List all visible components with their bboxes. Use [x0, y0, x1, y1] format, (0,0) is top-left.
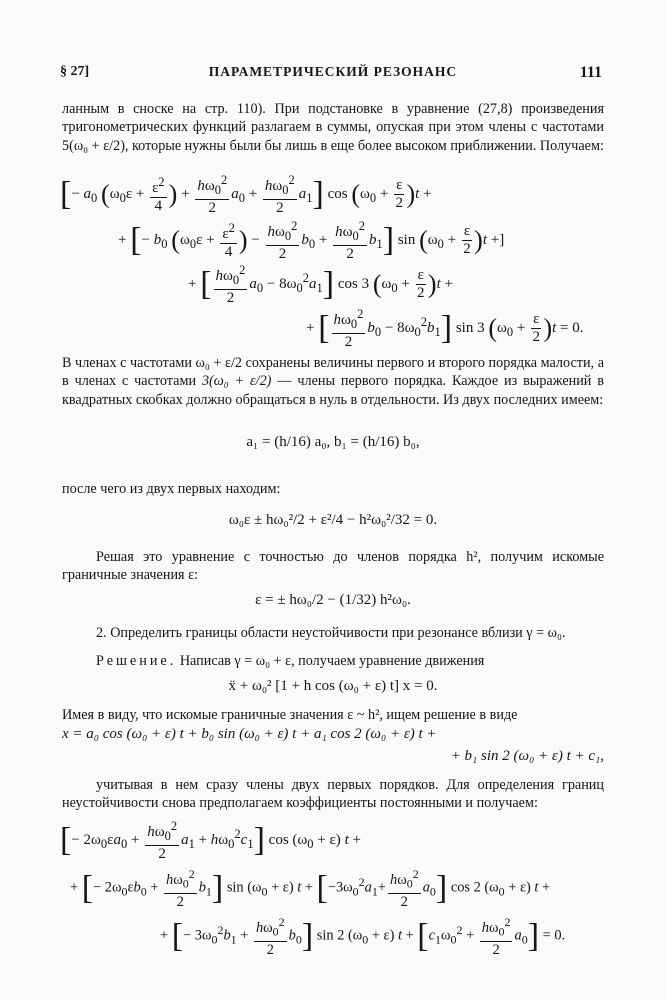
paragraph-3: после чего из двух первых находим:: [62, 481, 281, 497]
paragraph-8: учитывая в нем сразу члены двух первых порядков. Для определения границ неустойчивости снова предполагаем коэффициенты постоянными и получаем:: [62, 777, 604, 812]
equation-expansion-line-3: + [ $\frac{h\omega_0^2}{2}$ $a_0 - 8\omega_0^2a_1$] cos 3 ($\omega_0$ + $\frac{\varepsilon}{2}$ )t +: [188, 263, 453, 306]
equation-coefficients: a₁ = (h/16) a₀, b₁ = (h/16) b₀,: [246, 434, 420, 450]
equation-expansion-line-4: + [ $\frac{h\omega_0^2}{2}$ $b_0 - 8\omega_0^2b_1$] sin 3 ($\omega_0$ + $\frac{\varepsilon}{2}$ )t = 0.: [306, 307, 584, 350]
equation-expansion-line-2: + [− $b_0$ ($\omega_0\varepsilon$ + $\frac{\varepsilon^2}{4}$ ) − $\frac{h\omega_0^2}{2}$ $b_0$ + $\frac{h\omega_0^2}{2}$ $b_1$] $\sin (\omega_0$ + $\frac{\varepsilon}{2}$ )t +]: [118, 219, 505, 262]
paragraph-5: 2. Определить границы области неустойчивости при резонансе вблизи γ = ω₀.: [96, 625, 566, 641]
equation-solution-form-1: x = a₀ cos (ω₀ + ε) t + b₀ sin (ω₀ + ε) t + a₁ cos 2 (ω₀ + ε) t +: [62, 726, 437, 742]
equation-solution-form-2: + b₁ sin 2 (ω₀ + ε) t + c₁,: [450, 748, 604, 764]
inline-frequency: 3(ω₀ + ε/2): [201, 373, 272, 390]
paragraph-2-start: В членах с частотами ω₀ + ε/2 сохранены величины первого и второго порядка малости, а в членах с частотами: [62, 355, 604, 390]
paragraph-6: [62, 652, 604, 670]
solution-text: Написав γ = ω₀ + ε, получаем уравнение движения: [179, 653, 485, 669]
equation-final-line-2: + [− $2\omega_0\varepsilon b_0$ + $\frac{h\omega_0^2}{2}$ $b_1$] $\sin (\omega_0 + \varepsilon) t + [-3\omega_0^2a_1+$ $\frac{h\omega_0^2}{2}$ $a_0$] cos 2 $(\omega_0 + \varepsilon) t$ +: [70, 867, 551, 910]
page-number: 111: [579, 64, 602, 81]
paragraph-1: ланным в сноске на стр. 110). При подстановке в уравнение (27,8) произведения тригонометрических функций разлагаем в суммы, опуская при этом члены с частотами 5(ω₀ + ε/2), которые нужны были бы лишь в еще более высоком приближении. Получаем:: [62, 101, 604, 154]
equation-motion: ẍ + ω₀² [1 + h cos (ω₀ + ε) t] x = 0.: [228, 678, 438, 694]
section-number: § 27]: [60, 64, 90, 79]
equation-expansion-line-1: [− $a_0$ ($\omega_0\varepsilon$ + $\frac{\varepsilon^2}{4}$ ) + $\frac{h\omega_0^2}{2}$ $a_0$ + $\frac{h\omega_0^2}{2}$ $a_1$] $\cos (\omega_0$ + $\frac{\varepsilon}{2}$ )t +: [60, 173, 432, 216]
equation-epsilon: ω₀ε ± hω₀²/2 + ε²/4 − h²ω₀²/32 = 0.: [228, 512, 438, 528]
paragraph-4: Решая это уравнение с точностью до членов порядка h², получим искомые граничные значения ε:: [62, 549, 604, 584]
running-title: ПАРАМЕТРИЧЕСКИЙ РЕЗОНАНС: [208, 64, 458, 79]
equation-epsilon-solution: ε = ± hω₀/2 − (1/32) h²ω₀.: [255, 592, 411, 608]
paragraph-2-end: — члены первого порядка. Каждое из выражений в квадратных скобках должно обращаться в нуль в отдельности. Из двух последних имеем:: [62, 373, 604, 408]
equation-final-line-1: [− $2\omega_0\varepsilon a_0$ + $\frac{h\omega_0^2}{2}$ $a_1 + h\omega_0^2c_1$] $\cos (\omega_0 + \varepsilon) t$ +: [60, 819, 361, 862]
solution-label: Решение.: [96, 653, 177, 669]
equation-final-line-3: + [− $3\omega_0^2b_1$ + $\frac{h\omega_0^2}{2}$ $b_0$] sin 2 $(\omega_0 + \varepsilon) t + [c_1\omega_0^2$ + $\frac{h\omega_0^2}{2}$ $a_0] = 0$.: [160, 915, 566, 958]
paragraph-7: Имея в виду, что искомые граничные значения ε ~ h², ищем решение в виде: [62, 707, 518, 723]
paragraph-2: [62, 354, 604, 409]
